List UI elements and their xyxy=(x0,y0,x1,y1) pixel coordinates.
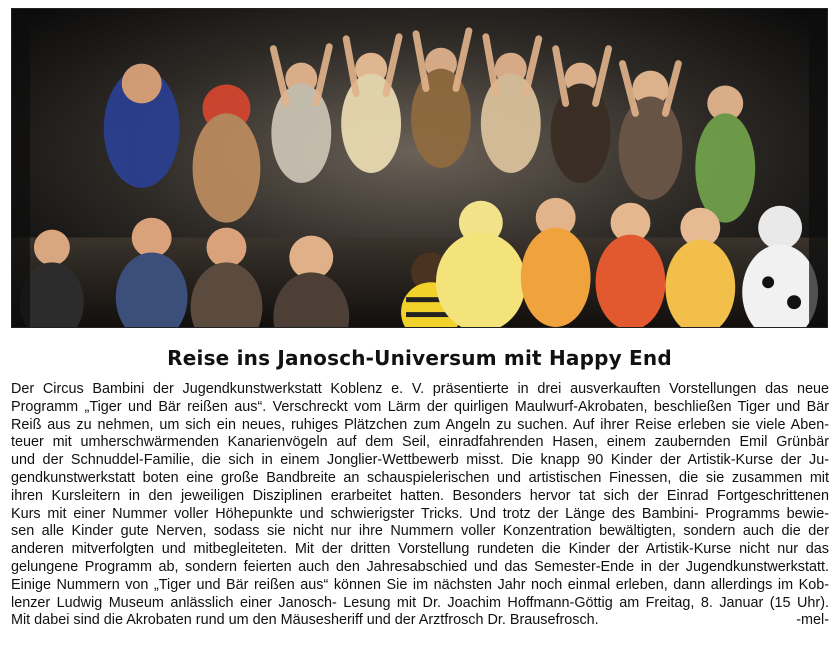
article-line: Der Circus Bambini der Jugendkunstwerkstatt Koblenz e. V. präsentierte in drei ausverkauften Vorstellungen das neue xyxy=(11,381,829,397)
article-line: ihren Kursleitern in den jeweiligen Disziplinen erarbeitet hatten. Besonders hervor tat sich der Einrad Fortgeschrittenen xyxy=(11,487,829,504)
article-line: gendkunstwerkstatt boten eine große Bandbreite an schauspielerischen und artistischen Finessen, die sie zusammen mit xyxy=(11,469,829,486)
article-last-line-text: Mit dabei sind die Akrobaten rund um den Mäusesheriff und der Arztfrosch Dr. Brausefrosch. xyxy=(11,612,599,629)
article-line: lenzer Ludwig Museum anlässlich einer Janosch- Lesung mit Dr. Joachim Hoffmann-Göttig am Freitag, 8. Januar (15 Uhr). xyxy=(11,594,829,611)
article-line: Programm „Tiger und Bär reißen aus“. Verschreckt vom Lärm der quirligen Maulwurf-Akrobaten, beschließen Tiger und Bär xyxy=(11,398,829,415)
article-line: und der Schnuddel-Familie, die sich in einem Jonglier-Wettbewerb misst. Die knapp 90 Kinder der Artistik-Kurse der Ju- xyxy=(11,452,829,469)
group-photo xyxy=(11,8,828,328)
article-body xyxy=(11,381,829,630)
article-line: Reiß aus zu nehmen, um sich ein neues, ruhiges Plätzchen zum Angeln zu suchen. Auf ihrer Reise erleben sie viele Aben- xyxy=(11,416,829,433)
article-line: sen alle Kinder gute Nerven, sodass sie nicht nur ihre Nummern voller Konzentration bewältigten, sondern auch die der xyxy=(11,523,829,540)
author-signature: -mel- xyxy=(796,612,829,629)
group-photo-illustration xyxy=(12,9,827,327)
article-line: teuer mit umherschwärmenden Kanarienvögeln auf dem Seil, einradfahrenden Hasen, einem zaubernden Emil Grünbär xyxy=(11,434,829,451)
article-last-line xyxy=(11,612,829,630)
article-line: anderen mitverfolgten und mitbegleiteten. Mit der dritten Vorstellung rundeten die Kinder der Artistik-Kurse nicht nur das xyxy=(11,541,829,558)
headline: Reise ins Janosch-Universum mit Happy End xyxy=(167,346,672,370)
article-line: Einige Nummern von „Tiger und Bär reißen aus“ können Sie im nächsten Jahr noch einmal erleben, dann allerdings im Kob- xyxy=(11,576,829,593)
article-line: Kurs mit einer Nummer voller Höhepunkte und schwierigster Tricks. Und trotz der Länge des Bambini- Programms bewie- xyxy=(11,505,829,522)
article-line: gelungene Programm ab, sondern feierten auch den Jahresabschied und das Semester-Ende in der Jugendkunstwerkstatt. xyxy=(11,558,829,575)
